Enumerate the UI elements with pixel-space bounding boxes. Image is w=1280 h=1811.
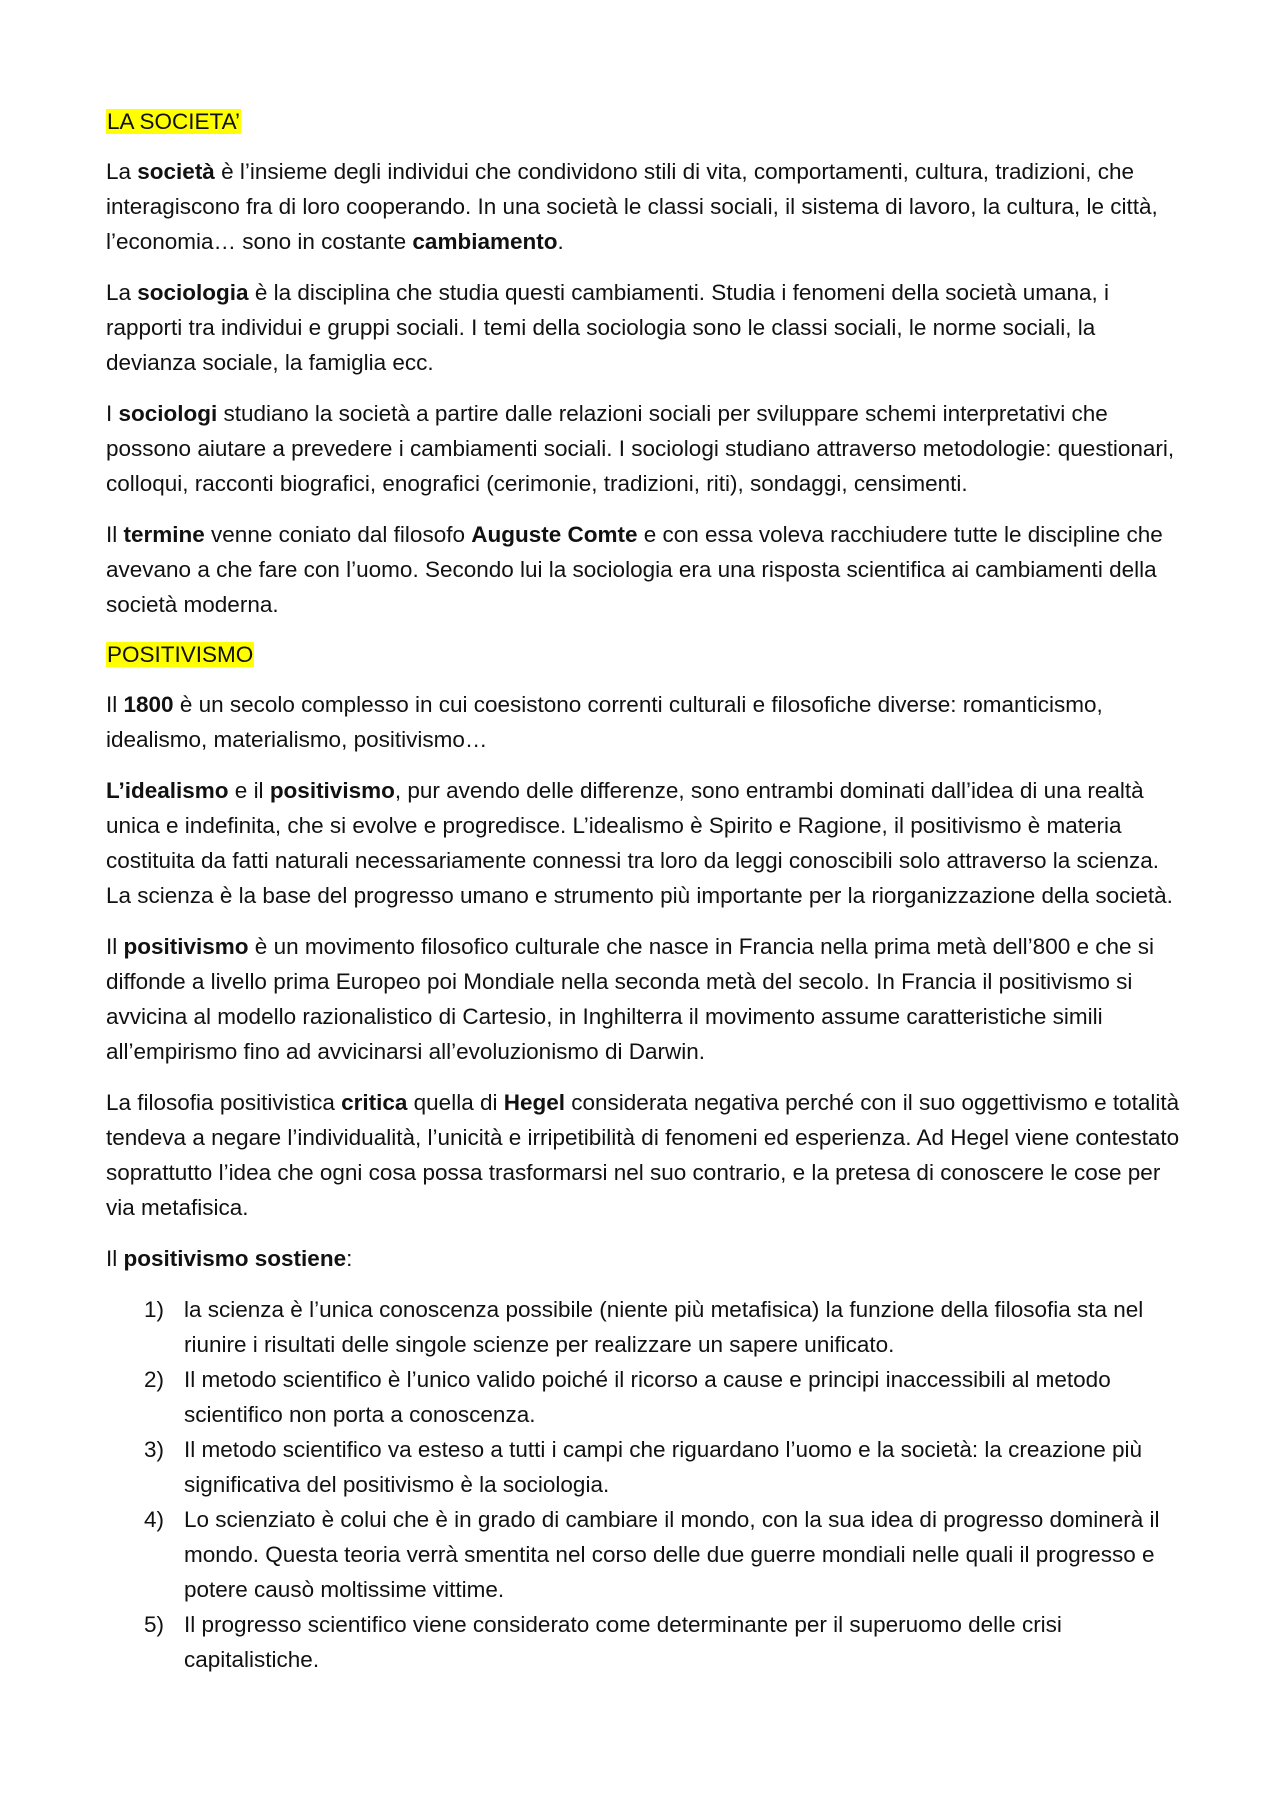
paragraph-sostiene: Il positivismo sostiene: (106, 1246, 353, 1271)
paragraph-termine: Il termine venne coniato dal filosofo Auguste Comte e con essa voleva racchiudere tutte le discipline che avevano a che fare con l’uomo. Secondo lui la sociologia era una risposta scientifica ai cambiamenti della società moderna. (106, 522, 1163, 617)
bold-term: Auguste Comte (471, 522, 638, 547)
bold-term: sociologi (118, 401, 218, 426)
paragraph-idealismo: L’idealismo e il positivismo, pur avendo delle differenze, sono entrambi dominati dall’idea di una realtà unica e indefinita, che si evolve e progredisce. L’idealismo è Spirito e Ragione, il positivismo è materia costituita da fatti naturali necessariamente connessi tra loro da leggi conoscibili solo attraverso la scienza. La scienza è la base del progresso umano e strumento più importante per la riorganizzazione della società. (106, 778, 1173, 908)
bold-term: termine (123, 522, 205, 547)
list-item-text: la scienza è l’unica conoscenza possibile (niente più metafisica) la funzione della filosofia sta nel riunire i risultati delle singole scienze per realizzare un sapere unificato. (184, 1297, 1144, 1357)
bold-term: società (137, 159, 215, 184)
document-page (106, 104, 1186, 1677)
bold-term: cambiamento (412, 229, 558, 254)
list-item (106, 1362, 1186, 1432)
section-heading-positivismo (106, 637, 1186, 672)
bold-term: critica (341, 1090, 408, 1115)
heading-highlight: POSITIVISMO (107, 642, 254, 667)
list-number: 3) (144, 1437, 165, 1462)
bold-term: Hegel (503, 1090, 566, 1115)
paragraph-positivismo-movimento: Il positivismo è un movimento filosofico culturale che nasce in Francia nella prima metà dell’800 e che si diffonde a livello prima Europeo poi Mondiale nella seconda metà del secolo. In Francia il positivismo si avvicina al modello razionalistico di Cartesio, in Inghilterra il movimento assume caratteristiche simili all’empirismo fino ad avvicinarsi all’evoluzionismo di Darwin. (106, 934, 1155, 1064)
list-item (106, 1432, 1186, 1502)
bold-term: L’idealismo (106, 778, 229, 803)
paragraph-1800: Il 1800 è un secolo complesso in cui coesistono correnti culturali e filosofiche diverse: romanticismo, idealismo, materialismo, positivismo… (106, 692, 1103, 752)
list-number: 4) (144, 1507, 165, 1532)
bold-term: sociologia (137, 280, 249, 305)
paragraph-societa-definition: La società è l’insieme degli individui che condividono stili di vita, comportamenti, cultura, tradizioni, che interagiscono fra di loro cooperando. In una società le classi sociali, il sistema di lavoro, la cultura, le città, l’economia… sono in costante cambiamento. (106, 159, 1158, 254)
list-item (106, 1607, 1186, 1677)
list-number: 2) (144, 1367, 165, 1392)
heading-highlight: LA SOCIETA’ (107, 109, 240, 134)
bold-term: 1800 (123, 692, 174, 717)
bold-term: positivismo (123, 934, 249, 959)
paragraph-sociologi: I sociologi studiano la società a partire dalle relazioni sociali per sviluppare schemi interpretativi che possono aiutare a prevedere i cambiamenti sociali. I sociologi studiano attraverso metodologie: questionari, colloqui, racconti biografici, enografici (cerimonie, tradizioni, riti), sondaggi, censimenti. (106, 401, 1175, 496)
list-item (106, 1292, 1186, 1362)
numbered-list (106, 1292, 1186, 1677)
list-number: 5) (144, 1612, 165, 1637)
paragraph-hegel: La filosofia positivistica critica quella di Hegel considerata negativa perché con il suo oggettivismo e totalità tendeva a negare l’individualità, l’unicità e irripetibilità di fenomeni ed esperienza. Ad Hegel viene contestato soprattutto l’idea che ogni cosa possa trasformarsi nel suo contrario, e la pretesa di conoscere le cose per via metafisica. (106, 1090, 1180, 1220)
paragraph-sociologia: La sociologia è la disciplina che studia questi cambiamenti. Studia i fenomeni della società umana, i rapporti tra individui e gruppi sociali. I temi della sociologia sono le classi sociali, le norme sociali, la devianza sociale, la famiglia ecc. (106, 280, 1110, 375)
list-item (106, 1502, 1186, 1607)
list-item-text: Il metodo scientifico va esteso a tutti i campi che riguardano l’uomo e la società: la creazione più significativa del positivismo è la sociologia. (184, 1437, 1143, 1497)
list-item-text: Il metodo scientifico è l’unico valido poiché il ricorso a cause e principi inaccessibili al metodo scientifico non porta a conoscenza. (184, 1367, 1111, 1427)
list-item-text: Il progresso scientifico viene considerato come determinante per il superuomo delle crisi capitalistiche. (184, 1612, 1062, 1672)
bold-term: positivismo sostiene (123, 1246, 347, 1271)
list-number: 1) (144, 1297, 165, 1322)
section-heading-societa (106, 104, 1186, 139)
list-item-text: Lo scienziato è colui che è in grado di cambiare il mondo, con la sua idea di progresso dominerà il mondo. Questa teoria verrà smentita nel corso delle due guerre mondiali nelle quali il progresso e potere causò moltissime vittime. (184, 1507, 1160, 1602)
bold-term: positivismo (269, 778, 395, 803)
